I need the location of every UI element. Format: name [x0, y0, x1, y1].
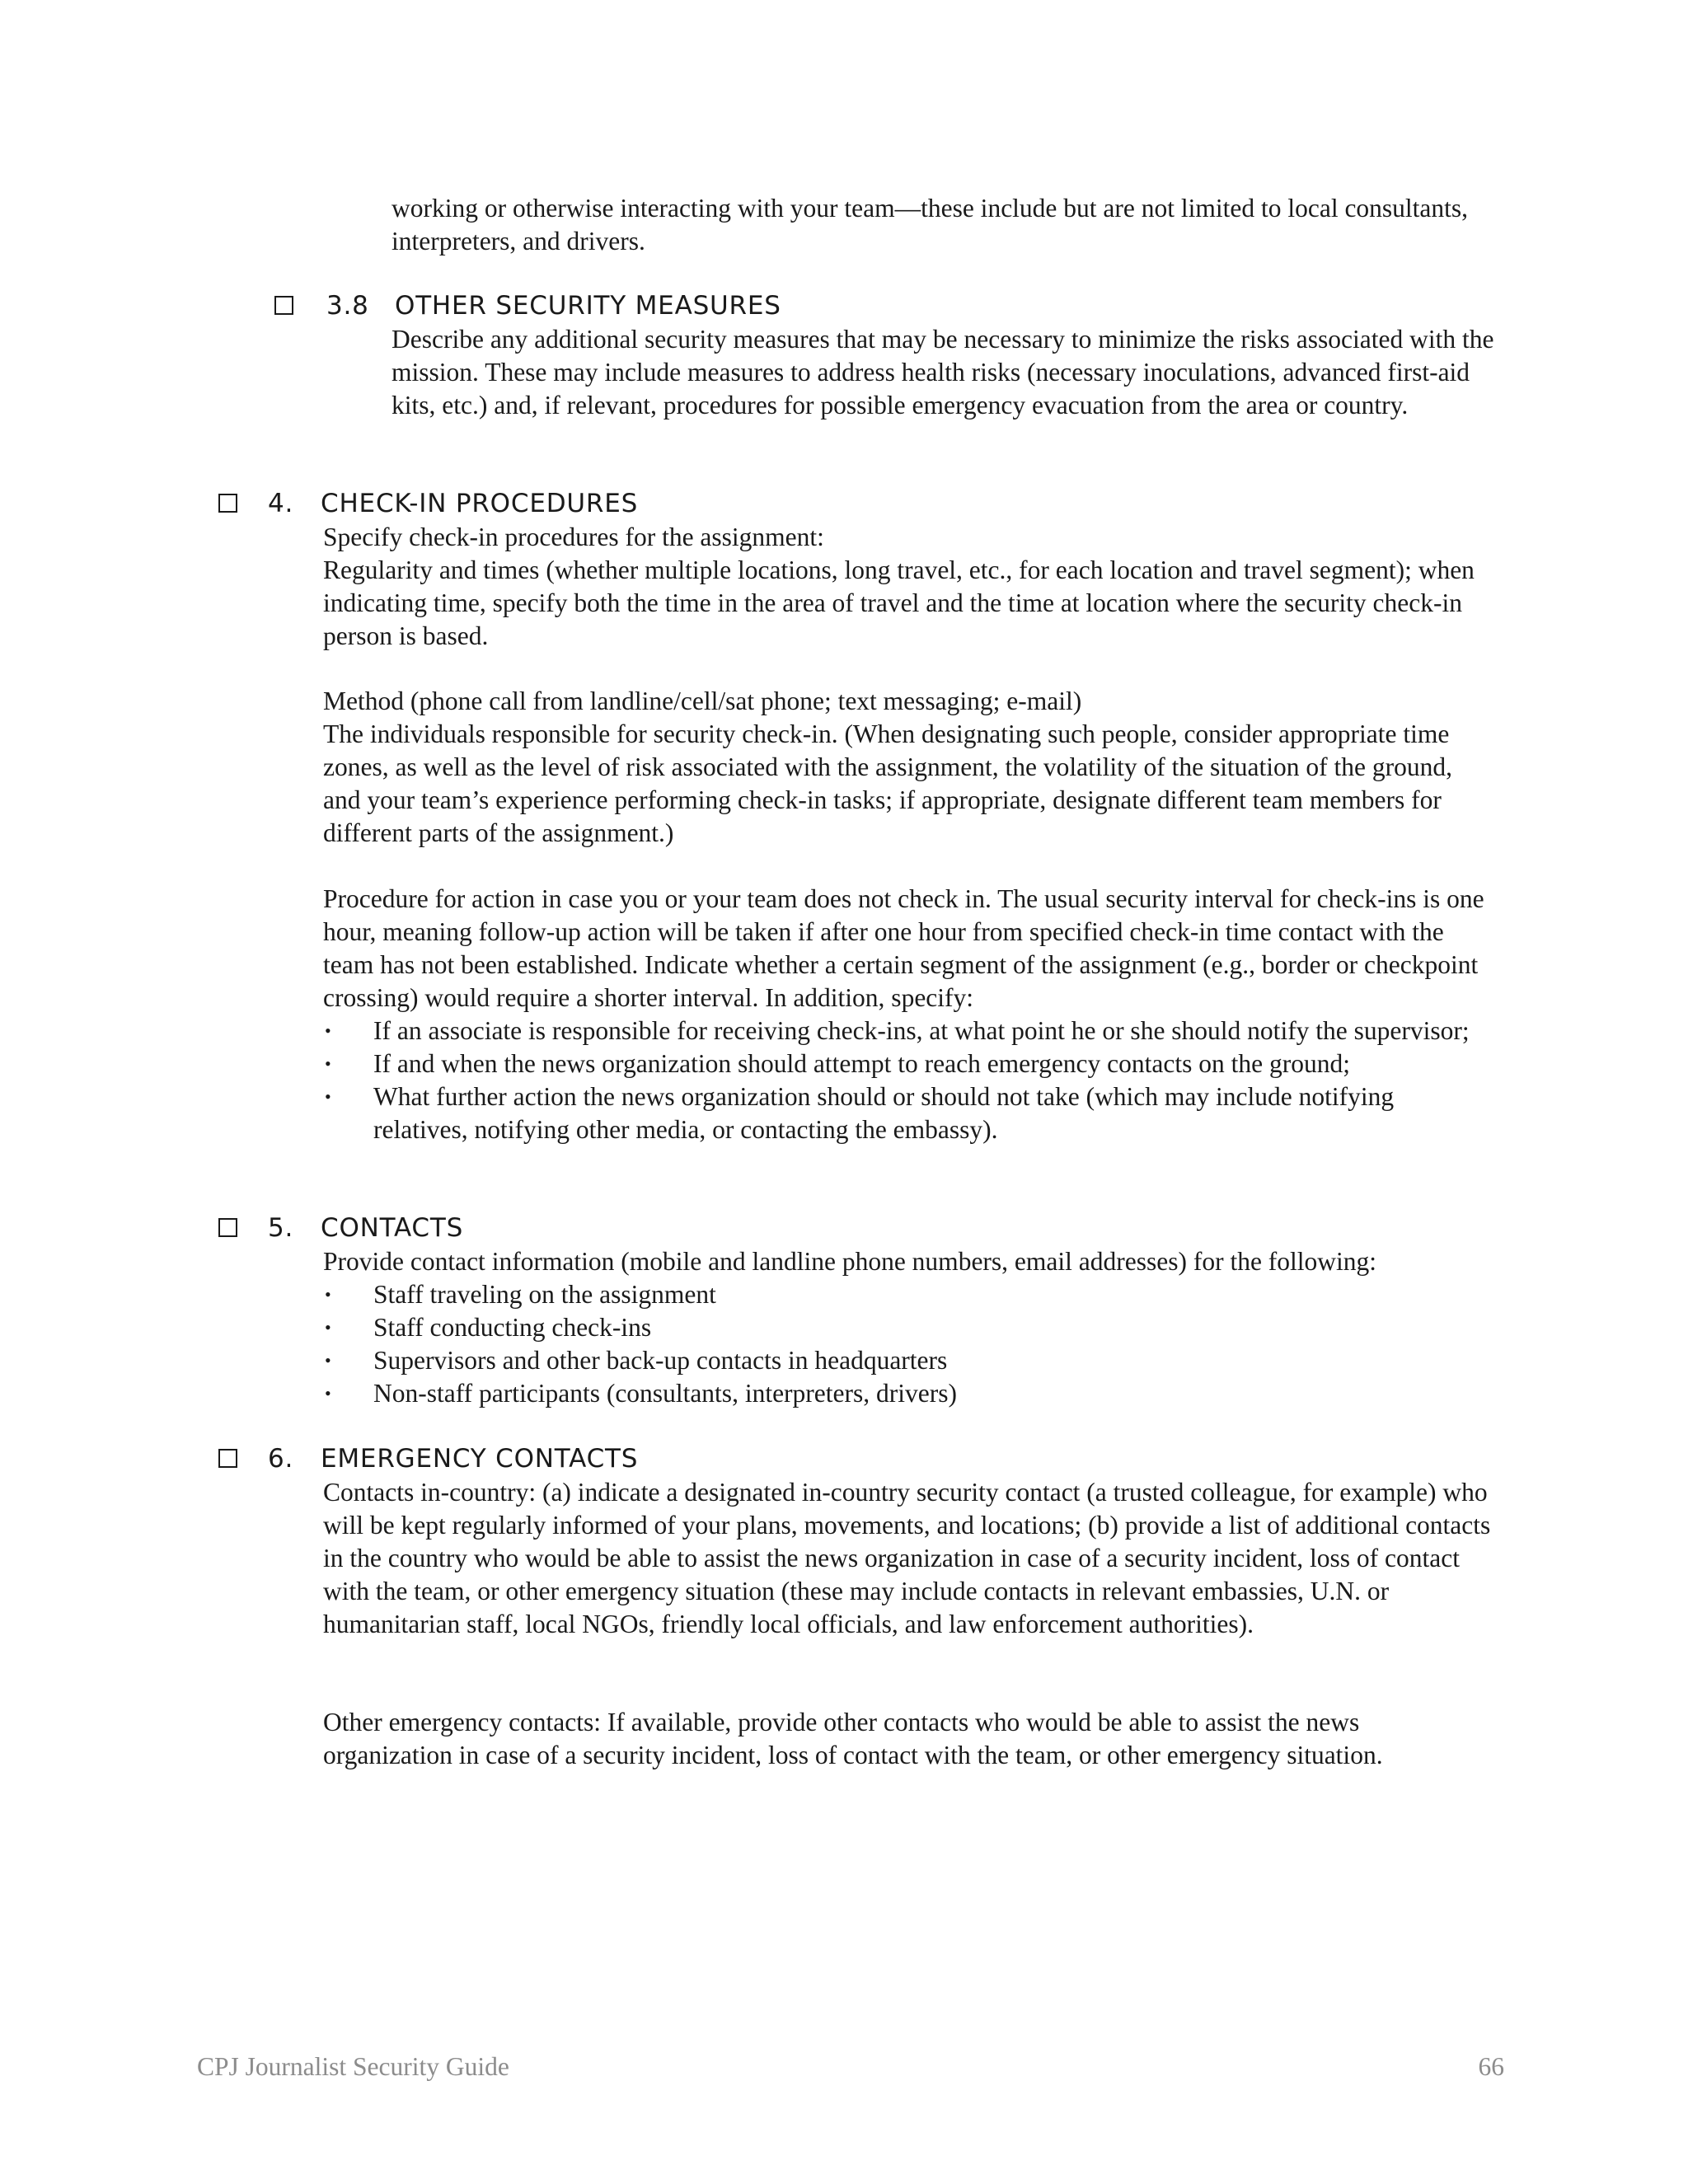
section-number: 6.: [268, 1444, 294, 1474]
checkbox-icon[interactable]: [218, 1449, 237, 1468]
section-4-intro: Specify check-in procedures for the assignment:: [323, 523, 824, 551]
section-4-bullet-list: [323, 1015, 1493, 1146]
section-4-method: Method (phone call from landline/cell/sat phone; text messaging; e-mail): [323, 687, 1082, 715]
section-number: 3.8: [326, 291, 369, 321]
section-3-8-heading: [0, 289, 1688, 322]
page-number: 66: [1478, 2052, 1504, 2081]
list-item: • If an associate is responsible for receiving check-ins, at what point he or she should notify the supervisor;: [323, 1015, 1493, 1047]
section-number: 4.: [268, 489, 294, 518]
section-4-individuals: The individuals responsible for security check-in. (When designating such people, consider appropriate time zones, as well as the level of risk associated with the assignment, the volatility of the situation of the ground, and your team’s experience performing check-in tasks; if appropriate, designate different team members for different parts of the assignment.): [323, 719, 1452, 847]
section-6-other: Other emergency contacts: If available, provide other contacts who would be able to assist the news organization in case of a security incident, loss of contact with the team, or other emergency situation.: [323, 1708, 1383, 1769]
section-6-in-country: Contacts in-country: (a) indicate a designated in-country security contact (a trusted colleague, for example) who will be kept regularly informed of your plans, movements, and locations; (b) provide a list of additional contacts in the country who would be able to assist the news organization in case of a security incident, loss of contact with the team, or other emergency situation (these may include contacts in relevant embassies, U.N. or humanitarian staff, local NGOs, friendly local officials, and law enforcement authorities).: [323, 1478, 1491, 1638]
list-item: • Non-staff participants (consultants, interpreters, drivers): [323, 1377, 1493, 1410]
bullet-icon: •: [325, 1086, 331, 1107]
section-title: CONTACTS: [321, 1213, 464, 1243]
bullet-icon: •: [325, 1053, 331, 1074]
bullet-icon: •: [325, 1383, 331, 1404]
section-5-heading: [0, 1212, 1688, 1244]
section-title: OTHER SECURITY MEASURES: [395, 291, 781, 321]
checkbox-icon[interactable]: [274, 296, 293, 315]
checkbox-icon[interactable]: [218, 1218, 237, 1237]
section-4-procedure: Procedure for action in case you or your team does not check in. The usual security interval for check-ins is one hour, meaning follow-up action will be taken if after one hour from specified check-in time contact with the team has not been established. Indicate whether a certain segment of the assignment (e.g., border or checkpoint crossing) would require a shorter interval. In addition, specify:: [323, 884, 1484, 1012]
checkbox-icon[interactable]: [218, 494, 237, 513]
list-item: • What further action the news organization should or should not take (which may include notifying relatives, notifying other media, or contacting the embassy).: [325, 1082, 1395, 1144]
section-5-body: Provide contact information (mobile and landline phone numbers, email addresses) for the following:: [323, 1247, 1377, 1276]
section-5-bullet-list: [323, 1278, 1493, 1410]
bullet-icon: •: [325, 1317, 331, 1338]
section-title: EMERGENCY CONTACTS: [321, 1444, 639, 1474]
section-3-8-body: Describe any additional security measures that may be necessary to minimize the risks associated with the mission. These may include measures to address health risks (necessary inoculations, advanced first-aid kits, etc.) and, if relevant, procedures for possible emergency evacuation from the area or country.: [392, 325, 1494, 419]
section-4-heading: [0, 487, 1688, 520]
list-item: • If and when the news organization should attempt to reach emergency contacts on the ground;: [323, 1047, 1493, 1080]
list-item: • Supervisors and other back-up contacts in headquarters: [323, 1344, 1493, 1377]
footer-title: CPJ Journalist Security Guide: [197, 2052, 509, 2081]
section-4-regularity: Regularity and times (whether multiple locations, long travel, etc., for each location and travel segment); when indicating time, specify both the time in the area of travel and the time at location where the security check-in person is based.: [323, 555, 1475, 650]
list-item: • Staff traveling on the assignment: [323, 1278, 1493, 1311]
section-number: 5.: [268, 1213, 294, 1243]
section-6-heading: [0, 1442, 1688, 1475]
list-item: • Staff conducting check-ins: [323, 1311, 1493, 1344]
intro-paragraph: working or otherwise interacting with your team—these include but are not limited to local consultants, interpreters, and drivers.: [392, 194, 1469, 255]
bullet-icon: •: [325, 1020, 331, 1041]
section-title: CHECK-IN PROCEDURES: [321, 489, 639, 518]
bullet-icon: •: [325, 1284, 331, 1305]
bullet-icon: •: [325, 1350, 331, 1371]
